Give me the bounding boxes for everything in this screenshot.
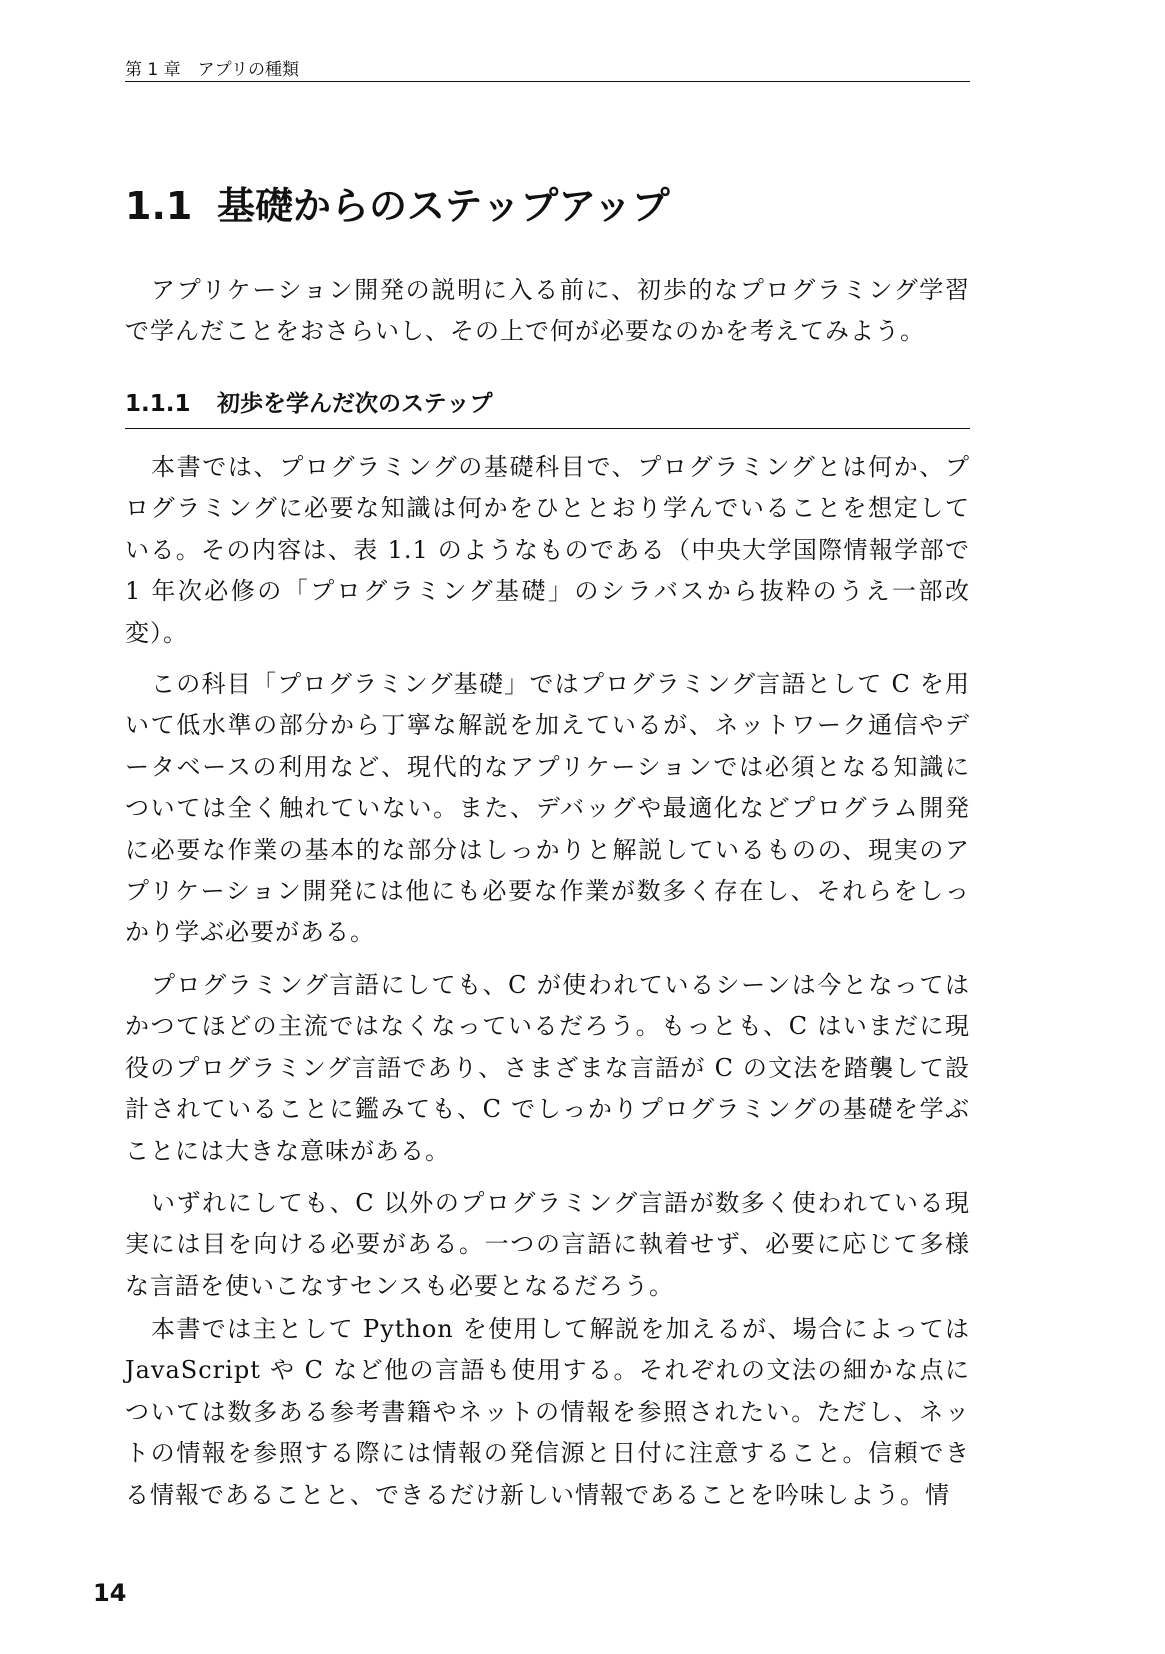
running-head: 第 1 章 アプリの種類	[125, 60, 299, 80]
body-paragraph: 本書では主として Python を使用して解説を加えるが、場合によっては JavaScript や C など他の言語も使用する。それぞれの文法の細かな点については数多ある参考書籍やネットの情報を参照されたい。ただし、ネットの情報を参照する際には情報の発信源と日付に注意すること。信頼できる情報であることと、できるだけ新しい情報であることを吟味しよう。情	[125, 1315, 970, 1509]
running-head-rule	[125, 81, 970, 82]
section-number: 1.1	[125, 184, 193, 228]
body-paragraph: プログラミング言語にしても、C が使われているシーンは今となってはかつてほどの主流ではなくなっているだろう。もっとも、C はいまだに現役のプログラミング言語であり、さまざまな言語が C の文法を踏襲して設計されていることに鑑みても、C でしっかりプログラミングの基礎を学ぶことには大きな意味がある。	[125, 971, 970, 1165]
body-paragraph: 本書では、プログラミングの基礎科目で、プログラミングとは何か、プログラミングに必要な知識は何かをひととおり学んでいることを想定している。その内容は、表 1.1 のようなものである（中央大学国際情報学部で 1 年次必修の「プログラミング基礎」のシラバスから抜粋のうえ一部改変）。	[125, 453, 970, 647]
section-title: 基礎からのステップアップ	[217, 184, 670, 228]
subsection-rule	[125, 428, 970, 429]
subsection-number: 1.1.1	[125, 391, 191, 417]
subsection-title: 初歩を学んだ次のステップ	[217, 391, 493, 417]
body-paragraph: いずれにしても、C 以外のプログラミング言語が数多く使われている現実には目を向ける必要がある。一つの言語に執着せず、必要に応じて多様な言語を使いこなすセンスも必要となるだろう。	[125, 1189, 970, 1300]
section-heading	[125, 178, 970, 234]
page-number: 14	[93, 1579, 127, 1607]
subsection-heading	[125, 387, 970, 421]
intro-paragraph: アプリケーション開発の説明に入る前に、初歩的なプログラミング学習で学んだことをおさらいし、その上で何が必要なのかを考えてみよう。	[125, 276, 970, 346]
body-paragraph: この科目「プログラミング基礎」ではプログラミング言語として C を用いて低水準の部分から丁寧な解説を加えているが、ネットワーク通信やデータベースの利用など、現代的なアプリケーションでは必須となる知識については全く触れていない。また、デバッグや最適化などプログラム開発に必要な作業の基本的な部分はしっかりと解説しているものの、現実のアプリケーション開発には他にも必要な作業が数多く存在し、それらをしっかり学ぶ必要がある。	[125, 670, 970, 947]
